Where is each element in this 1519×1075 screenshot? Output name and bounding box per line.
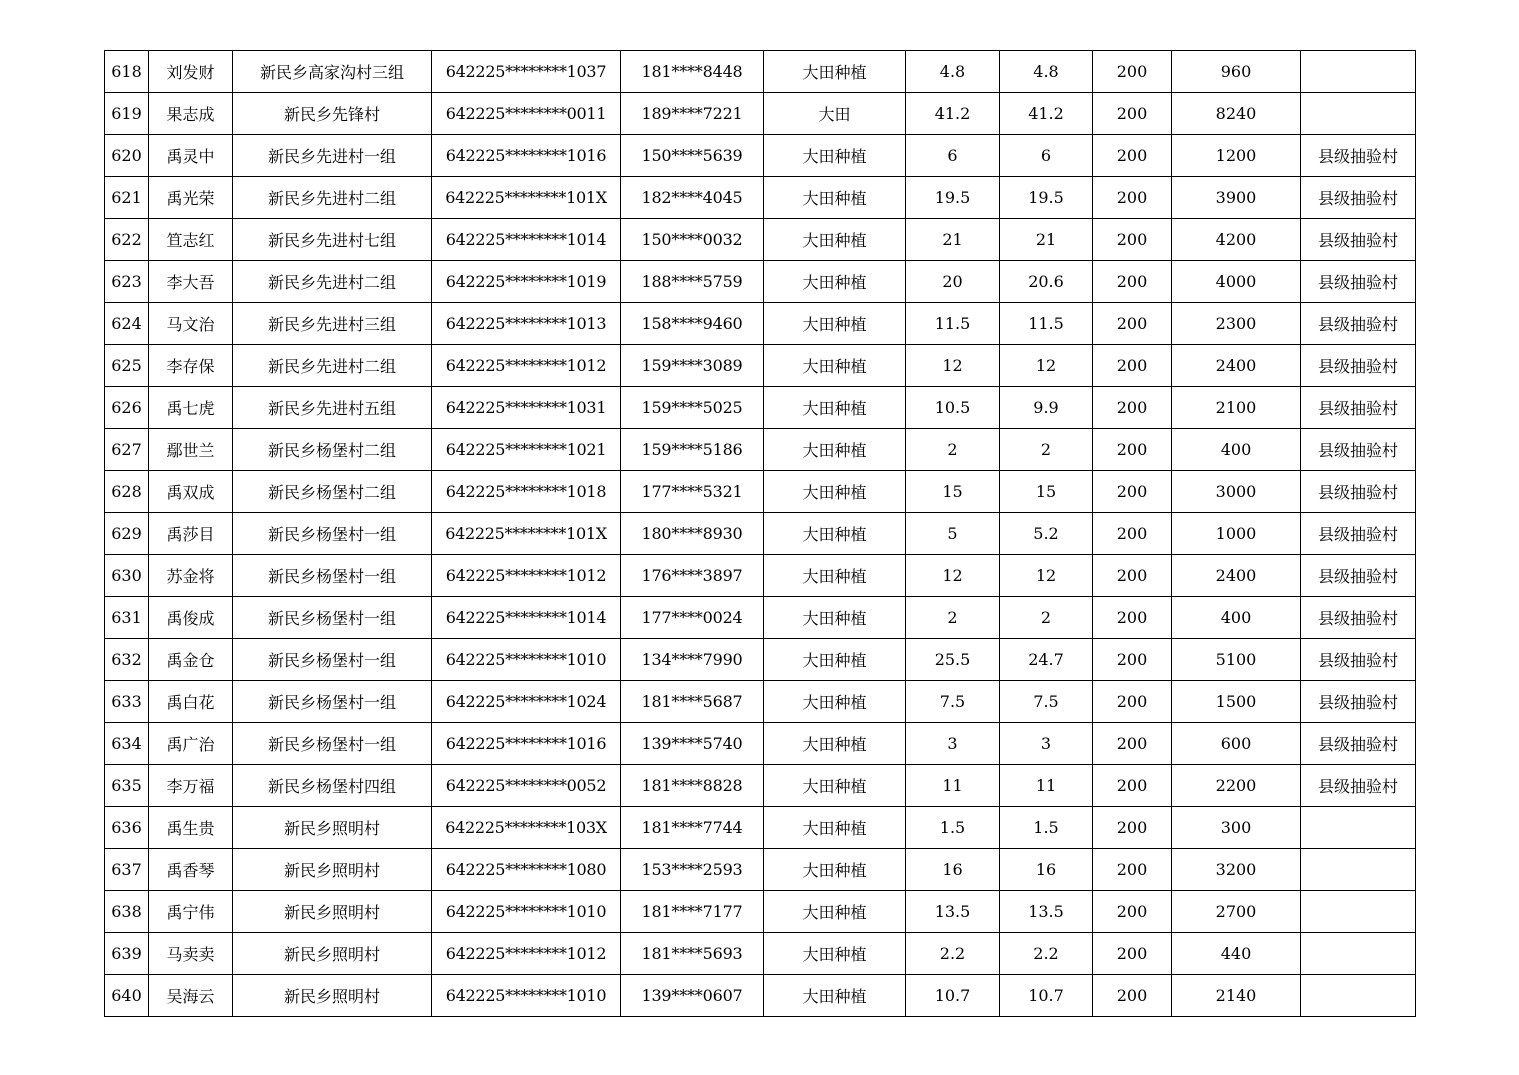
verified-area-cell: 13.5 xyxy=(1000,891,1093,933)
table-row xyxy=(105,303,1416,345)
planting-type-cell: 大田种植 xyxy=(764,639,906,681)
planting-type-cell: 大田种植 xyxy=(764,933,906,975)
planting-type-cell: 大田种植 xyxy=(764,135,906,177)
phone-cell: 159****3089 xyxy=(621,345,764,387)
planting-type-cell: 大田种植 xyxy=(764,849,906,891)
planting-type-cell: 大田种植 xyxy=(764,303,906,345)
rate-cell: 200 xyxy=(1093,891,1172,933)
rate-cell: 200 xyxy=(1093,639,1172,681)
verified-area-cell: 6 xyxy=(1000,135,1093,177)
rate-cell: 200 xyxy=(1093,51,1172,93)
rate-cell: 200 xyxy=(1093,555,1172,597)
phone-cell: 188****5759 xyxy=(621,261,764,303)
row-number-cell: 632 xyxy=(105,639,149,681)
planting-type-cell: 大田种植 xyxy=(764,681,906,723)
rate-cell: 200 xyxy=(1093,387,1172,429)
planting-type-cell: 大田种植 xyxy=(764,597,906,639)
id-number-cell: 642225********1010 xyxy=(432,975,621,1017)
planting-type-cell: 大田种植 xyxy=(764,261,906,303)
area-cell: 15 xyxy=(906,471,1000,513)
address-cell: 新民乡先进村一组 xyxy=(233,135,432,177)
row-number-cell: 634 xyxy=(105,723,149,765)
note-cell xyxy=(1301,93,1416,135)
name-cell: 果志成 xyxy=(149,93,233,135)
phone-cell: 181****8448 xyxy=(621,51,764,93)
note-cell xyxy=(1301,933,1416,975)
name-cell: 禹金仓 xyxy=(149,639,233,681)
planting-type-cell: 大田种植 xyxy=(764,891,906,933)
table-row xyxy=(105,807,1416,849)
address-cell: 新民乡先锋村 xyxy=(233,93,432,135)
planting-type-cell: 大田种植 xyxy=(764,387,906,429)
rate-cell: 200 xyxy=(1093,429,1172,471)
area-cell: 20 xyxy=(906,261,1000,303)
id-number-cell: 642225********1019 xyxy=(432,261,621,303)
address-cell: 新民乡杨堡村一组 xyxy=(233,555,432,597)
table-row xyxy=(105,387,1416,429)
amount-cell: 1000 xyxy=(1172,513,1301,555)
row-number-cell: 640 xyxy=(105,975,149,1017)
row-number-cell: 627 xyxy=(105,429,149,471)
id-number-cell: 642225********0052 xyxy=(432,765,621,807)
verified-area-cell: 20.6 xyxy=(1000,261,1093,303)
address-cell: 新民乡杨堡村一组 xyxy=(233,597,432,639)
planting-type-cell: 大田种植 xyxy=(764,765,906,807)
amount-cell: 400 xyxy=(1172,429,1301,471)
planting-type-cell: 大田种植 xyxy=(764,513,906,555)
table-row xyxy=(105,261,1416,303)
amount-cell: 8240 xyxy=(1172,93,1301,135)
address-cell: 新民乡先进村三组 xyxy=(233,303,432,345)
phone-cell: 139****0607 xyxy=(621,975,764,1017)
area-cell: 7.5 xyxy=(906,681,1000,723)
verified-area-cell: 9.9 xyxy=(1000,387,1093,429)
id-number-cell: 642225********1016 xyxy=(432,135,621,177)
note-cell: 县级抽验村 xyxy=(1301,765,1416,807)
table-row xyxy=(105,93,1416,135)
planting-type-cell: 大田种植 xyxy=(764,807,906,849)
id-number-cell: 642225********0011 xyxy=(432,93,621,135)
row-number-cell: 619 xyxy=(105,93,149,135)
rate-cell: 200 xyxy=(1093,681,1172,723)
note-cell xyxy=(1301,807,1416,849)
note-cell: 县级抽验村 xyxy=(1301,471,1416,513)
id-number-cell: 642225********1014 xyxy=(432,597,621,639)
name-cell: 李大吾 xyxy=(149,261,233,303)
note-cell xyxy=(1301,891,1416,933)
address-cell: 新民乡杨堡村一组 xyxy=(233,639,432,681)
rate-cell: 200 xyxy=(1093,765,1172,807)
phone-cell: 181****7744 xyxy=(621,807,764,849)
row-number-cell: 618 xyxy=(105,51,149,93)
area-cell: 2 xyxy=(906,429,1000,471)
note-cell: 县级抽验村 xyxy=(1301,723,1416,765)
rate-cell: 200 xyxy=(1093,513,1172,555)
amount-cell: 2140 xyxy=(1172,975,1301,1017)
note-cell: 县级抽验村 xyxy=(1301,597,1416,639)
verified-area-cell: 11.5 xyxy=(1000,303,1093,345)
table-row xyxy=(105,597,1416,639)
id-number-cell: 642225********1010 xyxy=(432,639,621,681)
rate-cell: 200 xyxy=(1093,849,1172,891)
phone-cell: 181****5687 xyxy=(621,681,764,723)
phone-cell: 158****9460 xyxy=(621,303,764,345)
table-row xyxy=(105,555,1416,597)
name-cell: 禹莎目 xyxy=(149,513,233,555)
amount-cell: 3900 xyxy=(1172,177,1301,219)
phone-cell: 181****8828 xyxy=(621,765,764,807)
note-cell xyxy=(1301,51,1416,93)
table-row xyxy=(105,513,1416,555)
name-cell: 禹白花 xyxy=(149,681,233,723)
name-cell: 马文治 xyxy=(149,303,233,345)
name-cell: 禹生贵 xyxy=(149,807,233,849)
area-cell: 41.2 xyxy=(906,93,1000,135)
verified-area-cell: 10.7 xyxy=(1000,975,1093,1017)
id-number-cell: 642225********1018 xyxy=(432,471,621,513)
area-cell: 2 xyxy=(906,597,1000,639)
name-cell: 刘发财 xyxy=(149,51,233,93)
name-cell: 禹灵中 xyxy=(149,135,233,177)
address-cell: 新民乡杨堡村二组 xyxy=(233,429,432,471)
rate-cell: 200 xyxy=(1093,303,1172,345)
table-row xyxy=(105,891,1416,933)
amount-cell: 3000 xyxy=(1172,471,1301,513)
note-cell: 县级抽验村 xyxy=(1301,387,1416,429)
row-number-cell: 624 xyxy=(105,303,149,345)
address-cell: 新民乡先进村二组 xyxy=(233,177,432,219)
address-cell: 新民乡照明村 xyxy=(233,975,432,1017)
table-body xyxy=(105,51,1416,1017)
verified-area-cell: 4.8 xyxy=(1000,51,1093,93)
verified-area-cell: 21 xyxy=(1000,219,1093,261)
phone-cell: 181****7177 xyxy=(621,891,764,933)
table-row xyxy=(105,471,1416,513)
planting-type-cell: 大田种植 xyxy=(764,471,906,513)
verified-area-cell: 2.2 xyxy=(1000,933,1093,975)
planting-type-cell: 大田 xyxy=(764,93,906,135)
address-cell: 新民乡先进村五组 xyxy=(233,387,432,429)
amount-cell: 5100 xyxy=(1172,639,1301,681)
rate-cell: 200 xyxy=(1093,177,1172,219)
area-cell: 4.8 xyxy=(906,51,1000,93)
area-cell: 12 xyxy=(906,555,1000,597)
name-cell: 吴海云 xyxy=(149,975,233,1017)
table-row xyxy=(105,219,1416,261)
planting-type-cell: 大田种植 xyxy=(764,177,906,219)
phone-cell: 181****5693 xyxy=(621,933,764,975)
table-row xyxy=(105,51,1416,93)
planting-type-cell: 大田种植 xyxy=(764,219,906,261)
address-cell: 新民乡先进村二组 xyxy=(233,261,432,303)
address-cell: 新民乡照明村 xyxy=(233,933,432,975)
row-number-cell: 630 xyxy=(105,555,149,597)
table-row xyxy=(105,177,1416,219)
phone-cell: 139****5740 xyxy=(621,723,764,765)
rate-cell: 200 xyxy=(1093,135,1172,177)
table-row xyxy=(105,429,1416,471)
verified-area-cell: 24.7 xyxy=(1000,639,1093,681)
planting-type-cell: 大田种植 xyxy=(764,345,906,387)
id-number-cell: 642225********1014 xyxy=(432,219,621,261)
note-cell: 县级抽验村 xyxy=(1301,303,1416,345)
name-cell: 鄢世兰 xyxy=(149,429,233,471)
verified-area-cell: 3 xyxy=(1000,723,1093,765)
amount-cell: 1200 xyxy=(1172,135,1301,177)
rate-cell: 200 xyxy=(1093,723,1172,765)
rate-cell: 200 xyxy=(1093,345,1172,387)
table-row xyxy=(105,639,1416,681)
amount-cell: 4000 xyxy=(1172,261,1301,303)
name-cell: 禹双成 xyxy=(149,471,233,513)
amount-cell: 960 xyxy=(1172,51,1301,93)
phone-cell: 159****5186 xyxy=(621,429,764,471)
table-row xyxy=(105,135,1416,177)
planting-type-cell: 大田种植 xyxy=(764,975,906,1017)
row-number-cell: 629 xyxy=(105,513,149,555)
phone-cell: 189****7221 xyxy=(621,93,764,135)
verified-area-cell: 2 xyxy=(1000,429,1093,471)
address-cell: 新民乡照明村 xyxy=(233,891,432,933)
verified-area-cell: 7.5 xyxy=(1000,681,1093,723)
note-cell: 县级抽验村 xyxy=(1301,429,1416,471)
area-cell: 10.5 xyxy=(906,387,1000,429)
address-cell: 新民乡杨堡村一组 xyxy=(233,513,432,555)
note-cell: 县级抽验村 xyxy=(1301,681,1416,723)
row-number-cell: 621 xyxy=(105,177,149,219)
id-number-cell: 642225********1031 xyxy=(432,387,621,429)
row-number-cell: 637 xyxy=(105,849,149,891)
rate-cell: 200 xyxy=(1093,261,1172,303)
address-cell: 新民乡先进村二组 xyxy=(233,345,432,387)
area-cell: 12 xyxy=(906,345,1000,387)
amount-cell: 2400 xyxy=(1172,555,1301,597)
note-cell: 县级抽验村 xyxy=(1301,639,1416,681)
note-cell: 县级抽验村 xyxy=(1301,345,1416,387)
row-number-cell: 639 xyxy=(105,933,149,975)
id-number-cell: 642225********103X xyxy=(432,807,621,849)
name-cell: 李存保 xyxy=(149,345,233,387)
phone-cell: 134****7990 xyxy=(621,639,764,681)
id-number-cell: 642225********1012 xyxy=(432,345,621,387)
verified-area-cell: 15 xyxy=(1000,471,1093,513)
rate-cell: 200 xyxy=(1093,471,1172,513)
amount-cell: 2100 xyxy=(1172,387,1301,429)
address-cell: 新民乡杨堡村一组 xyxy=(233,723,432,765)
id-number-cell: 642225********1012 xyxy=(432,555,621,597)
amount-cell: 2200 xyxy=(1172,765,1301,807)
phone-cell: 150****0032 xyxy=(621,219,764,261)
address-cell: 新民乡杨堡村二组 xyxy=(233,471,432,513)
area-cell: 25.5 xyxy=(906,639,1000,681)
area-cell: 16 xyxy=(906,849,1000,891)
verified-area-cell: 12 xyxy=(1000,345,1093,387)
address-cell: 新民乡杨堡村四组 xyxy=(233,765,432,807)
amount-cell: 1500 xyxy=(1172,681,1301,723)
phone-cell: 159****5025 xyxy=(621,387,764,429)
note-cell: 县级抽验村 xyxy=(1301,555,1416,597)
address-cell: 新民乡照明村 xyxy=(233,849,432,891)
row-number-cell: 628 xyxy=(105,471,149,513)
amount-cell: 440 xyxy=(1172,933,1301,975)
note-cell: 县级抽验村 xyxy=(1301,135,1416,177)
verified-area-cell: 5.2 xyxy=(1000,513,1093,555)
verified-area-cell: 1.5 xyxy=(1000,807,1093,849)
planting-type-cell: 大田种植 xyxy=(764,723,906,765)
row-number-cell: 638 xyxy=(105,891,149,933)
id-number-cell: 642225********1024 xyxy=(432,681,621,723)
note-cell xyxy=(1301,849,1416,891)
area-cell: 11.5 xyxy=(906,303,1000,345)
amount-cell: 300 xyxy=(1172,807,1301,849)
name-cell: 禹广治 xyxy=(149,723,233,765)
verified-area-cell: 16 xyxy=(1000,849,1093,891)
name-cell: 李万福 xyxy=(149,765,233,807)
rate-cell: 200 xyxy=(1093,933,1172,975)
table-row xyxy=(105,933,1416,975)
area-cell: 21 xyxy=(906,219,1000,261)
phone-cell: 182****4045 xyxy=(621,177,764,219)
table-row xyxy=(105,975,1416,1017)
amount-cell: 4200 xyxy=(1172,219,1301,261)
table-row xyxy=(105,681,1416,723)
address-cell: 新民乡杨堡村一组 xyxy=(233,681,432,723)
area-cell: 19.5 xyxy=(906,177,1000,219)
id-number-cell: 642225********1037 xyxy=(432,51,621,93)
rate-cell: 200 xyxy=(1093,975,1172,1017)
phone-cell: 177****0024 xyxy=(621,597,764,639)
area-cell: 2.2 xyxy=(906,933,1000,975)
table-row xyxy=(105,345,1416,387)
planting-type-cell: 大田种植 xyxy=(764,555,906,597)
address-cell: 新民乡先进村七组 xyxy=(233,219,432,261)
name-cell: 禹香琴 xyxy=(149,849,233,891)
planting-type-cell: 大田种植 xyxy=(764,429,906,471)
id-number-cell: 642225********1013 xyxy=(432,303,621,345)
planting-type-cell: 大田种植 xyxy=(764,51,906,93)
note-cell: 县级抽验村 xyxy=(1301,261,1416,303)
id-number-cell: 642225********1012 xyxy=(432,933,621,975)
note-cell: 县级抽验村 xyxy=(1301,219,1416,261)
id-number-cell: 642225********101X xyxy=(432,513,621,555)
verified-area-cell: 12 xyxy=(1000,555,1093,597)
area-cell: 13.5 xyxy=(906,891,1000,933)
rate-cell: 200 xyxy=(1093,597,1172,639)
row-number-cell: 633 xyxy=(105,681,149,723)
area-cell: 3 xyxy=(906,723,1000,765)
verified-area-cell: 2 xyxy=(1000,597,1093,639)
id-number-cell: 642225********1080 xyxy=(432,849,621,891)
amount-cell: 2300 xyxy=(1172,303,1301,345)
rate-cell: 200 xyxy=(1093,93,1172,135)
id-number-cell: 642225********1016 xyxy=(432,723,621,765)
name-cell: 笪志红 xyxy=(149,219,233,261)
address-cell: 新民乡照明村 xyxy=(233,807,432,849)
phone-cell: 177****5321 xyxy=(621,471,764,513)
id-number-cell: 642225********101X xyxy=(432,177,621,219)
amount-cell: 2400 xyxy=(1172,345,1301,387)
amount-cell: 400 xyxy=(1172,597,1301,639)
row-number-cell: 625 xyxy=(105,345,149,387)
row-number-cell: 626 xyxy=(105,387,149,429)
table-row xyxy=(105,723,1416,765)
area-cell: 10.7 xyxy=(906,975,1000,1017)
note-cell: 县级抽验村 xyxy=(1301,513,1416,555)
row-number-cell: 636 xyxy=(105,807,149,849)
row-number-cell: 631 xyxy=(105,597,149,639)
area-cell: 6 xyxy=(906,135,1000,177)
note-cell: 县级抽验村 xyxy=(1301,177,1416,219)
verified-area-cell: 41.2 xyxy=(1000,93,1093,135)
phone-cell: 176****3897 xyxy=(621,555,764,597)
note-cell xyxy=(1301,975,1416,1017)
row-number-cell: 620 xyxy=(105,135,149,177)
amount-cell: 3200 xyxy=(1172,849,1301,891)
name-cell: 禹宁伟 xyxy=(149,891,233,933)
table-row xyxy=(105,849,1416,891)
id-number-cell: 642225********1010 xyxy=(432,891,621,933)
phone-cell: 180****8930 xyxy=(621,513,764,555)
row-number-cell: 635 xyxy=(105,765,149,807)
amount-cell: 2700 xyxy=(1172,891,1301,933)
phone-cell: 150****5639 xyxy=(621,135,764,177)
id-number-cell: 642225********1021 xyxy=(432,429,621,471)
area-cell: 5 xyxy=(906,513,1000,555)
subsidy-roster-table xyxy=(104,50,1416,1017)
verified-area-cell: 19.5 xyxy=(1000,177,1093,219)
verified-area-cell: 11 xyxy=(1000,765,1093,807)
area-cell: 11 xyxy=(906,765,1000,807)
table-row xyxy=(105,765,1416,807)
address-cell: 新民乡高家沟村三组 xyxy=(233,51,432,93)
phone-cell: 153****2593 xyxy=(621,849,764,891)
name-cell: 禹俊成 xyxy=(149,597,233,639)
area-cell: 1.5 xyxy=(906,807,1000,849)
rate-cell: 200 xyxy=(1093,219,1172,261)
name-cell: 苏金将 xyxy=(149,555,233,597)
name-cell: 马卖卖 xyxy=(149,933,233,975)
name-cell: 禹光荣 xyxy=(149,177,233,219)
amount-cell: 600 xyxy=(1172,723,1301,765)
name-cell: 禹七虎 xyxy=(149,387,233,429)
row-number-cell: 623 xyxy=(105,261,149,303)
row-number-cell: 622 xyxy=(105,219,149,261)
rate-cell: 200 xyxy=(1093,807,1172,849)
